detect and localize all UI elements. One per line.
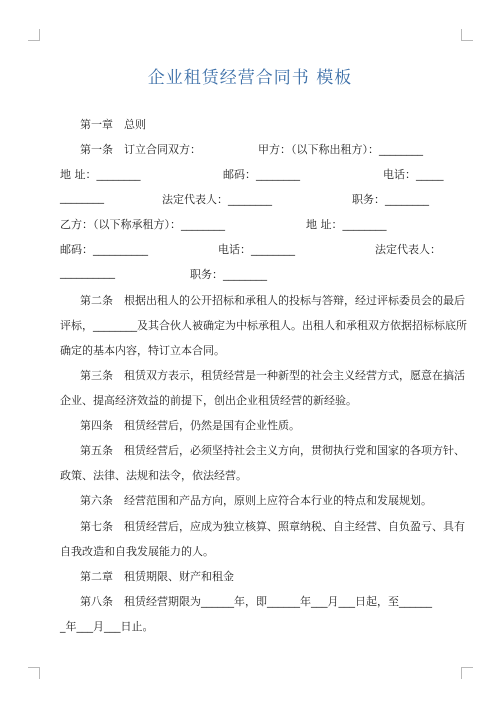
text-line — [0, 543, 500, 559]
text-line — [0, 266, 500, 282]
clause-text: 评标，________及其合伙人被确定为中标承租人。出租人和承租双方依据招标标底所 — [60, 319, 467, 332]
lessor-field: 甲方：（以下称出租方）：________ — [258, 143, 423, 156]
phone-field: 电话：_____ — [383, 168, 444, 181]
legal-rep-field: 法定代表人：________ — [162, 193, 272, 206]
text-line — [0, 241, 500, 257]
clause-text: 自我改造和自我发展能力的人。 — [60, 545, 214, 558]
blank-field: ________ — [60, 191, 104, 204]
chapter-1-heading: 第一章 总则 — [80, 118, 146, 131]
position-field: 职务：________ — [352, 193, 429, 206]
address-field: 地 址：________ — [60, 168, 141, 181]
legal-rep-label: 法定代表人： — [375, 243, 441, 256]
postcode-field: 邮码：________ — [223, 168, 300, 181]
position-field: 职务：________ — [190, 268, 267, 281]
clause-text: 第五条 租赁经营后，必须坚持社会主义方向，贯彻执行党和国家的各项方针、 — [80, 444, 465, 457]
page-corner-mark-top-left — [28, 29, 40, 41]
clause-text: 政策、法律、法规和法令，依法经营。 — [60, 469, 247, 482]
chapter-heading — [0, 116, 500, 132]
text-line — [0, 417, 500, 433]
clause-text: _年___月___日止。 — [60, 620, 154, 633]
text-line — [0, 317, 500, 333]
phone-field: 电话：________ — [218, 243, 295, 256]
clause-text: 确定的基本内容，特订立本合同。 — [60, 344, 225, 357]
document-title: 企业租赁经营合同书 模板 — [147, 68, 353, 88]
page-corner-mark-top-right — [461, 29, 473, 41]
text-line — [0, 166, 500, 182]
lessee-field: 乙方：（以下称承租方）：________ — [60, 218, 225, 231]
text-line — [0, 467, 500, 483]
address-field: 地 址：________ — [306, 218, 387, 231]
text-line — [0, 141, 500, 157]
chapter-2-heading: 第二章 租赁期限、财产和租金 — [80, 570, 234, 583]
page-corner-mark-bottom-left — [28, 667, 40, 679]
text-line — [0, 492, 500, 508]
text-line — [0, 392, 500, 408]
clause-text: 第四条 租赁经营后，仍然是国有企业性质。 — [80, 419, 300, 432]
chapter-heading — [0, 568, 500, 584]
clause-text: 第七条 租赁经营后，应成为独立核算、照章纳税、自主经营、自负盈亏、具有 — [80, 520, 465, 533]
text-line — [0, 518, 500, 534]
clause-text: 第八条 租赁经营期限为______年，即______年___月___日起，至______ — [80, 595, 432, 608]
page-corner-mark-bottom-right — [461, 667, 473, 679]
text-line — [0, 367, 500, 383]
clause-1-label: 第一条 订立合同双方： — [80, 143, 201, 156]
clause-text: 第六条 经营范围和产品方向，原则上应符合本行业的特点和发展规划。 — [80, 494, 432, 507]
clause-text: 第二条 根据出租人的公开招标和承租人的投标与答辩，经过评标委员会的最后 — [80, 294, 465, 307]
text-line — [0, 342, 500, 358]
blank-field: __________ — [60, 266, 115, 279]
clause-text: 企业、提高经济效益的前提下，创出企业租赁经营的新经验。 — [60, 394, 357, 407]
text-line — [0, 191, 500, 207]
text-line — [0, 593, 500, 609]
text-line — [0, 442, 500, 458]
clause-text: 第三条 租赁双方表示，租赁经营是一种新型的社会主义经营方式，愿意在搞活 — [80, 369, 465, 382]
text-line — [0, 216, 500, 232]
text-line — [0, 292, 500, 308]
postcode-field: 邮码：__________ — [60, 243, 148, 256]
text-line — [0, 618, 500, 634]
